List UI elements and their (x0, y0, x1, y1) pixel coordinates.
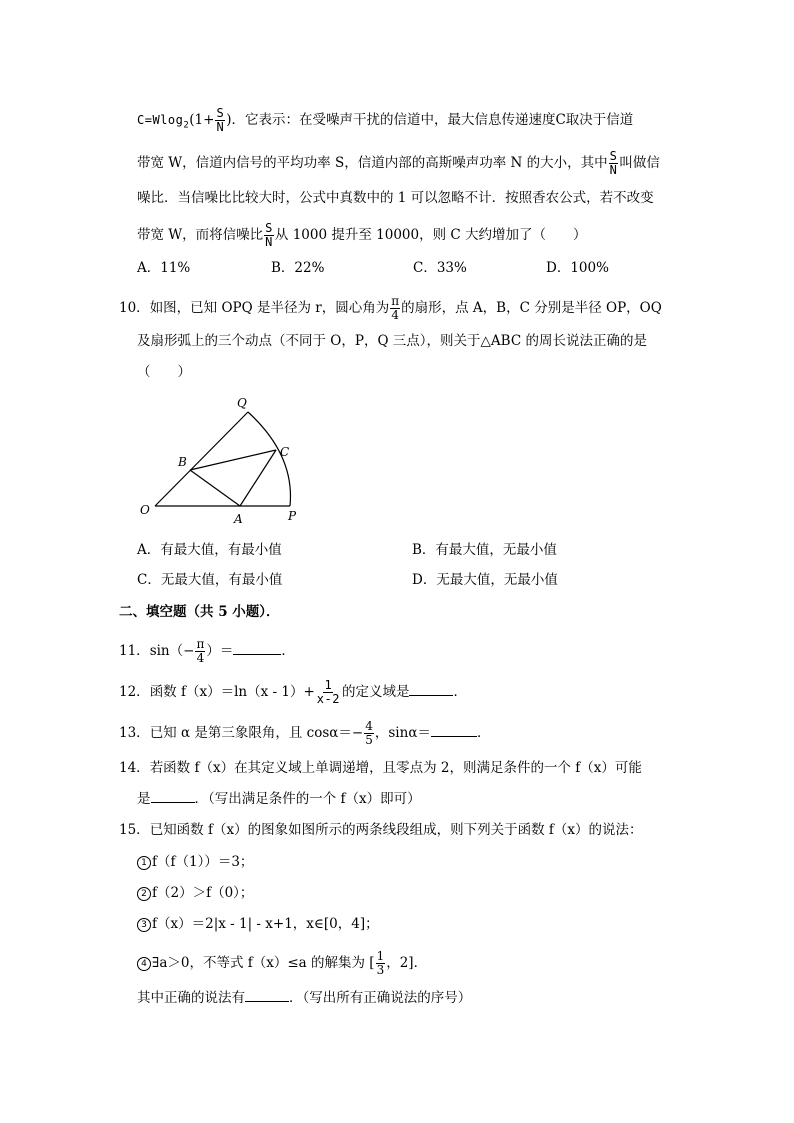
formula-prefix: C=Wlog (137, 113, 184, 127)
q13-text-b: ，sinα＝ (374, 725, 431, 741)
q10-line-3: （ ） (137, 364, 191, 380)
answer-blank[interactable] (233, 642, 281, 655)
answer-blank[interactable] (431, 724, 477, 737)
q13-text-a: 已知 α 是第三象限角，且 cosα＝− (149, 725, 364, 741)
q14-line2-b: ．（写出满足条件的一个 f（x）即可） (194, 791, 421, 807)
answer-blank[interactable] (245, 989, 289, 1002)
arc-pq (248, 412, 290, 506)
q9-line2-text-b: 叫做信 (619, 155, 660, 171)
q15-last-line: 其中正确的说法有 ．（写出所有正确说法的序号） (137, 990, 472, 1006)
sector-diagram (130, 390, 330, 530)
q10-line-1 (119, 295, 662, 322)
q15-item-1: 1 f（f（1））＝3； (137, 852, 253, 872)
q9-line-1 (137, 107, 633, 136)
formula-sub: 2 (183, 120, 190, 131)
question-number: 15． (119, 822, 150, 838)
question-number: 13． (119, 725, 150, 741)
q9-line4-text-b: 从 1000 提升至 10000，则 C 大约增加了（ ） (274, 227, 587, 243)
fraction-1-over-x-2: $\frac{1}{x-2}$ (316, 678, 340, 706)
formula-close: ) (226, 112, 232, 128)
q15-item-4: 4 ∃a＞0，不等式 f（x）≤a 的解集为 [ $\frac{1}{3}$ ，2]． (137, 950, 427, 977)
segment-ba (190, 470, 240, 506)
q9-line1-text: ．它表示：在受噪声干扰的信道中，最大信息传递速度C取决于信道 (231, 112, 634, 128)
q13-text-c: ． (476, 725, 491, 741)
fraction-1-over-3: $\frac{1}{3}$ (376, 949, 385, 977)
q14-line1-text: 若函数 f（x）在其定义域上单调递增，且零点为 2，则满足条件的一个 f（x）可能 (149, 760, 642, 776)
segment-bc (190, 450, 276, 470)
circled-number: 4 (137, 957, 151, 971)
q12-text-a: 函数 f（x）＝ln（x - 1）+ (149, 684, 315, 700)
q11-text-c: ． (281, 643, 295, 659)
q9-line4-text-a: 带宽 W，而将信噪比 (137, 227, 264, 243)
q13-line (119, 720, 490, 747)
fraction-s-over-n: $\frac{S}{N}$ (216, 106, 225, 134)
q15-line1-text: 已知函数 f（x）的图象如图所示的两条线段组成，则下列关于函数 f（x）的说法： (149, 822, 643, 838)
q10-option-a[interactable]: A．有最大值，有最小值 (137, 542, 282, 558)
q12-line (119, 679, 467, 706)
circled-number: 2 (137, 887, 151, 901)
label-a: A (234, 512, 243, 526)
q14-line-2 (137, 789, 421, 809)
section-heading: 二、填空题（共 5 小题）． (119, 604, 280, 620)
formula-open: (1+ (189, 112, 215, 128)
q10-line-2: 及扇形弧上的三个动点（不同于 O，P，Q 三点），则关于△ABC 的周长说法正确的是 (137, 333, 647, 349)
circled-number: 1 (137, 856, 151, 870)
q10-line1-a: 如图，已知 OPQ 是半径为 r，圆心角为 (149, 300, 390, 316)
question-number: 11． (119, 643, 150, 659)
q10-line1-b: 的扇形，点 A，B，C 分别是半径 OP，OQ (401, 300, 662, 316)
label-p: P (288, 509, 297, 523)
q12-text-c: ． (453, 684, 467, 700)
q10-option-c[interactable]: C．无最大值，有最小值 (137, 572, 283, 588)
q10-option-b[interactable]: B．有最大值，无最小值 (412, 542, 557, 558)
answer-blank[interactable] (151, 790, 195, 803)
question-number: 10． (119, 300, 150, 316)
q15-item-2: 2 f（2）＞f（0）； (137, 883, 253, 903)
q12-text-b: 的定义域是 (341, 684, 410, 700)
q9-line-2 (137, 150, 660, 177)
q9-line2-text-a: 带宽 W，信道内信号的平均功率 S，信道内部的高斯噪声功率 N 的大小，其中 (137, 155, 608, 171)
q14-line2-a: 是 (137, 791, 151, 807)
fraction-pi-over-4: $\frac{\pi}{4}$ (391, 294, 400, 322)
label-c: C (280, 445, 290, 459)
q9-line-3: 噪比．当信噪比比较大时，公式中真数中的 1 可以忽略不计．按照香农公式，若不改变 (137, 190, 654, 206)
q15-line-1 (119, 820, 643, 840)
label-o: O (140, 503, 150, 517)
q9-option-a[interactable]: A．11% (137, 260, 191, 276)
q9-line-4 (137, 222, 587, 249)
q9-option-b[interactable]: B．22% (271, 260, 325, 276)
q11-text-a: sin（− (149, 643, 195, 659)
circled-number: 3 (137, 918, 151, 932)
q11-text-b: ）＝ (206, 643, 234, 659)
segment-ac (240, 450, 276, 506)
fraction-4-over-5: $\frac{4}{5}$ (365, 719, 373, 747)
question-number: 12． (119, 684, 150, 700)
answer-blank[interactable] (409, 683, 453, 696)
question-number: 14． (119, 760, 150, 776)
q9-option-d[interactable]: D．100% (546, 260, 609, 276)
fraction-s-over-n: $\frac{S}{N}$ (265, 221, 273, 249)
q11-line (119, 638, 295, 665)
q14-line-1 (119, 758, 642, 778)
label-q: Q (237, 396, 247, 410)
radius-oq (155, 412, 248, 506)
fraction-pi-over-4: $\frac{\pi}{4}$ (196, 637, 205, 665)
q10-option-d[interactable]: D．无最大值，无最小值 (412, 572, 558, 588)
q15-item-3: 3 f（x）＝2|x - 1| - x+1，x∈[0，4]； (137, 914, 379, 934)
label-b: B (178, 455, 187, 469)
q9-option-c[interactable]: C．33% (413, 260, 467, 276)
fraction-s-over-n: $\frac{S}{N}$ (609, 149, 618, 177)
